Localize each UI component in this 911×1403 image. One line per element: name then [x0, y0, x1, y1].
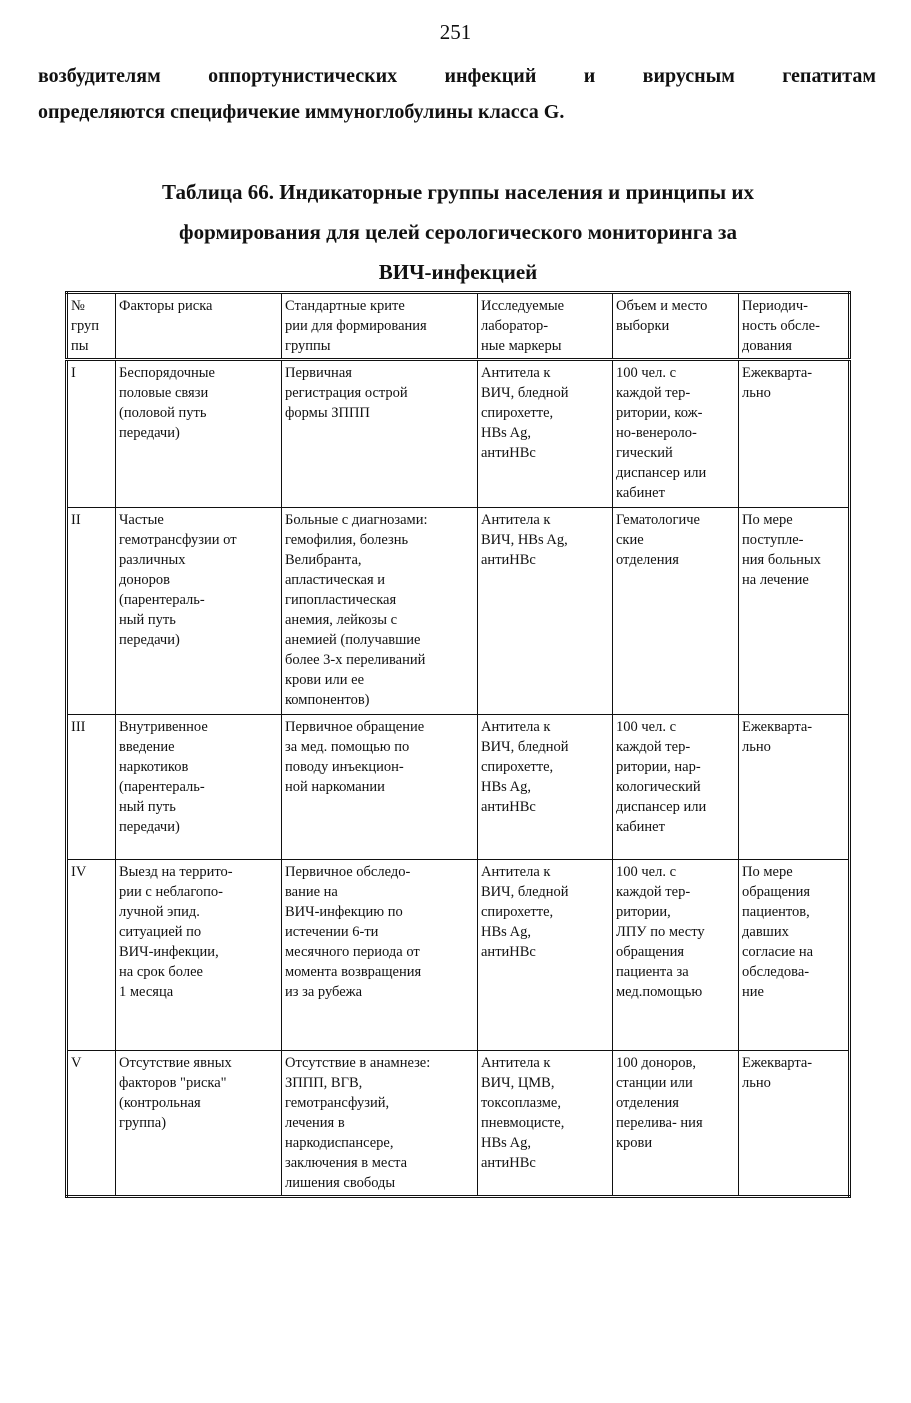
cell-sample: Гематологиче ские отделения [613, 508, 739, 715]
cell-sample: 100 чел. с каждой тер- ритории, кож- но-венероло- гический диспансер или кабинет [613, 360, 739, 508]
cell-group-number: IV [67, 860, 116, 1051]
cell-risk-factors: Беспорядочные половые связи (половой путь передачи) [116, 360, 282, 508]
table-caption [100, 172, 816, 292]
cell-sample: 100 чел. с каждой тер- ритории, нар- кологический диспансер или кабинет [613, 715, 739, 860]
cell-group-number: I [67, 360, 116, 508]
table-row [67, 360, 850, 508]
caption-line-3: ВИЧ-инфекцией [378, 260, 538, 284]
indicator-groups-table [65, 291, 851, 1198]
table-header-row [67, 293, 850, 360]
cell-criteria: Первичное обращение за мед. помощью по поводу инъекцион- ной наркомании [282, 715, 478, 860]
table-row [67, 508, 850, 715]
caption-line-1: Таблица 66. Индикаторные группы населения и принципы их [162, 180, 754, 204]
cell-periodicity: По мере обращения пациентов, давших согласие на обследова- ние [739, 860, 850, 1051]
cell-risk-factors: Выезд на террито- рии с неблагопо- лучной эпид. ситуацией по ВИЧ-инфекции, на срок более 1 месяца [116, 860, 282, 1051]
header-group-number: № груп пы [67, 293, 116, 360]
cell-criteria: Первичное обследо- вание на ВИЧ-инфекцию по истечении 6-ти месячного периода от момента возвращения из за рубежа [282, 860, 478, 1051]
cell-periodicity: Ежекварта- льно [739, 1051, 850, 1197]
cell-periodicity: По мере поступле- ния больных на лечение [739, 508, 850, 715]
cell-lab-markers: Антитела к ВИЧ, бледной спирохетте, HBs Ag, антиHBc [478, 860, 613, 1051]
cell-lab-markers: Антитела к ВИЧ, бледной спирохетте, HBs Ag, антиHBc [478, 360, 613, 508]
cell-sample: 100 доноров, станции или отделения перелива- ния крови [613, 1051, 739, 1197]
intro-word: и [583, 65, 596, 87]
page-number: 251 [439, 20, 472, 44]
header-risk-factors: Факторы риска [116, 293, 282, 360]
header-lab-markers: Исследуемые лаборатор- ные маркеры [478, 293, 613, 360]
cell-lab-markers: Антитела к ВИЧ, ЦМВ, токсоплазме, пневмоцисте, HBs Ag, антиHBc [478, 1051, 613, 1197]
cell-criteria: Больные с диагнозами: гемофилия, болезнь Велибранта, апластическая и гипопластическая анемия, лейкозы с анемией (получавшие более 3-х переливаний крови или ее компонентов) [282, 508, 478, 715]
cell-sample: 100 чел. с каждой тер- ритории, ЛПУ по месту обращения пациента за мед.помощью [613, 860, 739, 1051]
intro-paragraph [38, 58, 876, 130]
cell-group-number: V [67, 1051, 116, 1197]
cell-lab-markers: Антитела к ВИЧ, HBs Ag, антиHBc [478, 508, 613, 715]
table-row [67, 860, 850, 1051]
header-periodicity: Периодич- ность обсле- дования [739, 293, 850, 360]
cell-lab-markers: Антитела к ВИЧ, бледной спирохетте, HBs Ag, антиHBc [478, 715, 613, 860]
cell-risk-factors: Отсутствие явных факторов "риска" (контрольная группа) [116, 1051, 282, 1197]
intro-word: инфекций [444, 65, 537, 87]
cell-criteria: Отсутствие в анамнезе: ЗППП, ВГВ, гемотрансфузий, лечения в наркодиспансере, заключения в места лишения свободы [282, 1051, 478, 1197]
table-row [67, 1051, 850, 1197]
intro-line-2: определяются специфичекие иммуноглобулины класса G. [38, 101, 565, 123]
intro-word: вирусным [642, 65, 735, 87]
cell-group-number: III [67, 715, 116, 860]
header-criteria: Стандартные крите рии для формирования группы [282, 293, 478, 360]
caption-line-2: формирования для целей серологического мониторинга за [179, 220, 737, 244]
intro-word: возбудителям [38, 65, 161, 87]
cell-periodicity: Ежекварта- льно [739, 715, 850, 860]
cell-periodicity: Ежекварта- льно [739, 360, 850, 508]
header-sample: Объем и место выборки [613, 293, 739, 360]
intro-line-1 [38, 58, 876, 94]
cell-risk-factors: Внутривенное введение наркотиков (парентераль- ный путь передачи) [116, 715, 282, 860]
cell-group-number: II [67, 508, 116, 715]
intro-word: гепатитам [782, 65, 876, 87]
table-row [67, 715, 850, 860]
intro-word: оппортунистических [208, 65, 398, 87]
cell-risk-factors: Частые гемотрансфузии от различных доноров (парентераль- ный путь передачи) [116, 508, 282, 715]
cell-criteria: Первичная регистрация острой формы ЗППП [282, 360, 478, 508]
